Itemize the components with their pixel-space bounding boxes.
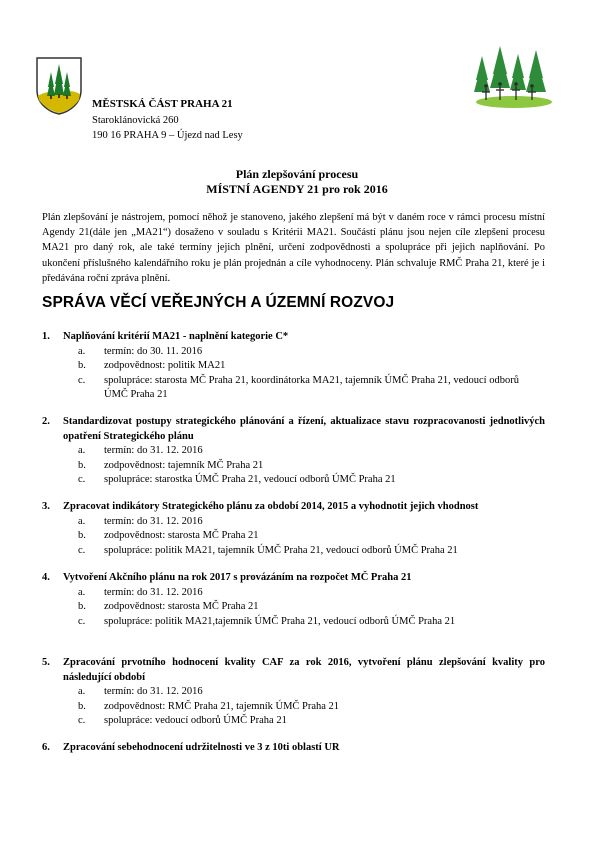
plan-item-deadline: a. termín: do 31. 12. 2016 bbox=[78, 686, 203, 697]
organization-name: MĚSTSKÁ ČÁST PRAHA 21 bbox=[92, 98, 233, 110]
intro-paragraph: Plán zlepšování je nástrojem, pomocí něhož je stanoveno, jakého zlepšení má být v daném roce v rámci procesu místní Agendy 21(dále jen „MA21“) dosaženo v souladu s Kritérii MA21. Součástí plánu jsou nejen cíle zlepšení procesu MA21 pro daný rok, ale také termíny jejich plnění, určení zodpovědnosti a spolupráce při jejich naplňování. Po ukončení příslušného kalendářního roku je plán projednán a cíle vyhodnoceny. Plán schvaluje RMČ Praha 21, které je i předávána roční zpráva plnění. bbox=[42, 212, 545, 284]
plan-item-cooperation: c. spolupráce: vedoucí odborů ÚMČ Praha 21 bbox=[78, 715, 287, 726]
plan-item-responsibility: b. zodpovědnost: tajemník MČ Praha 21 bbox=[78, 459, 264, 471]
document-title-line1: Plán zlepšování procesu bbox=[235, 167, 359, 181]
plan-item-heading bbox=[42, 500, 545, 515]
plan-item-number: 1. bbox=[42, 331, 50, 342]
plan-item-heading bbox=[42, 330, 545, 345]
section-heading: SPRÁVA VĚCÍ VEŘEJNÝCH A ÚZEMNÍ ROZVOJ bbox=[42, 294, 395, 311]
plan-item-cooperation: c. spolupráce: politik MA21,tajemník ÚMČ Praha 21, vedoucí odborů ÚMČ Praha 21 bbox=[78, 615, 456, 627]
plan-item-responsibility: b. zodpovědnost: RMČ Praha 21, tajemník ÚMČ Praha 21 bbox=[78, 700, 340, 712]
plan-item-heading bbox=[42, 415, 545, 444]
plan-item-number: 5. bbox=[42, 657, 50, 668]
address-street: Staroklánovická 260 bbox=[92, 115, 179, 126]
plan-item bbox=[42, 571, 545, 629]
plan-item-title: Vytvoření Akčního plánu na rok 2017 s provázáním na rozpočet MČ Praha 21 bbox=[63, 572, 412, 583]
plan-item-heading bbox=[42, 571, 545, 586]
plan-item-number: 6. bbox=[42, 742, 50, 753]
plan-item bbox=[42, 500, 545, 558]
plan-item-deadline: a. termín: do 31. 12. 2016 bbox=[78, 586, 203, 598]
plan-item bbox=[42, 330, 545, 403]
tree-people-logo-icon bbox=[466, 44, 556, 110]
plan-item-cooperation: c. spolupráce: starostka ÚMČ Praha 21, vedoucí odborů ÚMČ Praha 21 bbox=[78, 474, 396, 485]
plan-item-number: 3. bbox=[42, 501, 50, 512]
plan-item-number: 4. bbox=[42, 572, 50, 583]
plan-item-title: Standardizovat postupy strategického plánování a řízení, aktualizace stavu rozpracovanosti jednotlivých opatření Strategického plánu bbox=[63, 416, 545, 442]
plan-item-title: Zpracovat indikátory Strategického plánu za období 2014, 2015 a vyhodnotit jejich vhodnost bbox=[63, 501, 479, 512]
plan-item-cooperation: c. spolupráce: starosta MČ Praha 21, koordinátorka MA21, tajemník ÚMČ Praha 21, vedoucí odborů ÚMČ Praha 21 bbox=[78, 374, 519, 400]
plan-item-responsibility: b. zodpovědnost: starosta MČ Praha 21 bbox=[78, 601, 259, 612]
plan-item-cooperation: c. spolupráce: politik MA21, tajemník ÚMČ Praha 21, vedoucí odborů ÚMČ Praha 21 bbox=[78, 544, 458, 556]
plan-item bbox=[42, 741, 545, 756]
plan-item-heading bbox=[42, 656, 545, 685]
plan-item-number: 2. bbox=[42, 416, 50, 427]
plan-item-deadline: a. termín: do 31. 12. 2016 bbox=[78, 515, 203, 527]
plan-item-responsibility: b. zodpovědnost: politik MA21 bbox=[78, 360, 226, 371]
plan-item bbox=[42, 656, 545, 729]
plan-item-title: Zpracování prvotního hodnocení kvality CAF za rok 2016, vytvoření plánu zlepšování kvality pro následující období bbox=[63, 657, 545, 683]
plan-item-heading bbox=[42, 741, 545, 756]
plan-item-title: Zpracování sebehodnocení udržitelnosti ve 3 z 10ti oblastí UR bbox=[63, 742, 340, 753]
plan-item bbox=[42, 415, 545, 488]
plan-item-title: Naplňování kritérií MA21 - naplnění kategorie C* bbox=[63, 331, 289, 342]
plan-item-responsibility: b. zodpovědnost: starosta MČ Praha 21 bbox=[78, 530, 259, 541]
plan-item-deadline: a. termín: do 31. 12. 2016 bbox=[78, 445, 203, 456]
address-city: 190 16 PRAHA 9 – Újezd nad Lesy bbox=[92, 130, 243, 141]
document-title-line2: MÍSTNÍ AGENDY 21 pro rok 2016 bbox=[206, 182, 388, 196]
plan-item-deadline: a. termín: do 30. 11. 2016 bbox=[78, 345, 203, 357]
municipal-crest-icon bbox=[35, 56, 83, 116]
